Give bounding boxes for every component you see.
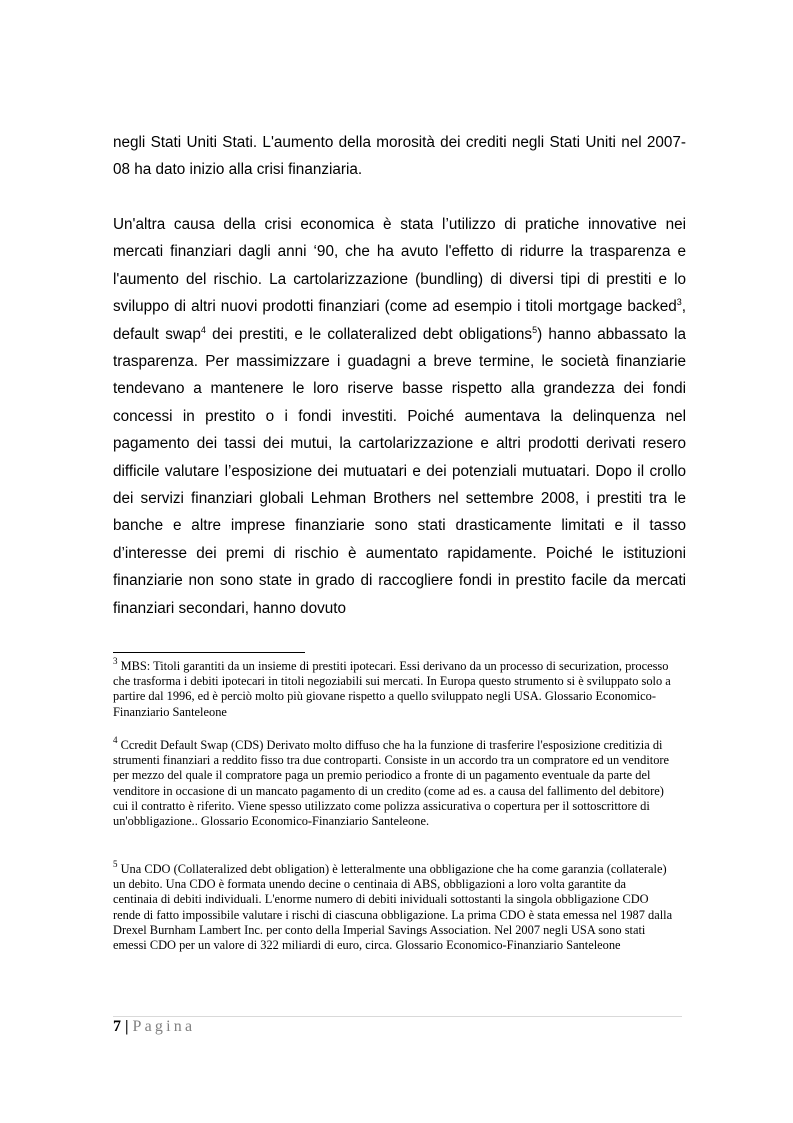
page-footer bbox=[113, 1018, 195, 1036]
footnote-5 bbox=[113, 859, 673, 953]
footnote-separator bbox=[113, 652, 305, 653]
footnote-ref-5[interactable]: 5 bbox=[532, 324, 538, 335]
footnote-3-number: 3 bbox=[113, 656, 118, 666]
footnote-ref-4[interactable]: 4 bbox=[200, 324, 206, 335]
body-paragraph-1: negli Stati Uniti Stati. L'aumento della morosità dei crediti negli Stati Uniti nel 2007-08 ha dato inizio alla crisi finanziaria. bbox=[113, 134, 686, 179]
paragraph-2-text-d: ) hanno abbassato la trasparenza. Per massimizzare i guadagni a breve termine, le società finanziarie tendevano a mantenere le loro riserve basse rispetto alla grandezza dei fondi concessi in prestito o i fondi investiti. Poiché aumentava la delinquenza nel pagamento dei tassi dei mutui, la cartolarizzazione e altri prodotti derivati resero difficile valutare l’esposizione dei mutuatari e dei potenziali mutuatari. Dopo il crollo dei servizi finanziari globali Lehman Brothers nel settembre 2008, i prestiti tra le banche e altre imprese finanziarie sono stati drasticamente limitati e il tasso d’interesse dei premi di rischio è aumentato rapidamente. Poiché le istituzioni finanziarie non sono state in grado di raccogliere fondi in prestito facile da mercati finanziari secondari, hanno dovuto bbox=[113, 325, 686, 617]
footer-separator: | bbox=[121, 1018, 133, 1035]
footnote-ref-3[interactable]: 3 bbox=[676, 297, 682, 308]
paragraph-2-text-a: Un'altra causa della crisi economica è stata l’utilizzo di pratiche innovative nei mercati finanziari dagli anni ‘90, che ha avuto l'effetto di ridurre la trasparenza e l'aumento del rischio. La cartolarizzazione (bundling) di diversi tipi di prestiti e lo sviluppo di altri nuovi prodotti finanziari (come ad esempio i titoli mortgage backed bbox=[113, 216, 686, 316]
page-number: 7 bbox=[113, 1018, 121, 1035]
body-paragraph-2 bbox=[113, 211, 686, 622]
footnote-5-number: 5 bbox=[113, 859, 118, 869]
footnote-5-text: Una CDO (Collateralized debt obligation) è letteralmente una obbligazione che ha come garanzia (collaterale) un debito. Una CDO è formata unendo decine o centinaia di ABS, obbligazioni a loro volta garantite da centinaia di debiti individuali. L'enorme numero di debiti inividuali sottostanti la singola obbligazione CDO rende di fatto impossibile valutare i rischi di ciascuna obbligazione. La prima CDO è stata emessa nel 1987 dalla Drexel Burnham Lambert Inc. per conto della Imperial Savings Association. Nel 2007 negli USA sono stati emessi CDO per un valore di 322 miliardi di euro, circa. Glossario Economico-Finanziario Santeleone bbox=[113, 862, 673, 953]
footnote-4-number: 4 bbox=[113, 735, 118, 745]
footer-divider bbox=[113, 1016, 682, 1017]
page-label: Pagina bbox=[132, 1018, 196, 1035]
paragraph-2-text-c: dei prestiti, e le collateralized debt obligations bbox=[205, 325, 533, 343]
paragraph-2-text-b: , default swap bbox=[113, 298, 686, 343]
footnote-4-text: Ccredit Default Swap (CDS) Derivato molto diffuso che ha la funzione di trasferire l'esposizione creditizia di strumenti finanziari a reddito fisso tra due controparti. Consiste in un accordo tra un compratore ed un venditore per mezzo del quale il compratore paga un premio periodico a fronte di un pagamento eventuale da parte del venditore in occasione di un mancato pagamento di un credito (come ad es. a causa del fallimento del debitore) cui il contratto è riferito. Viene spesso utilizzato come polizza assicurativa o copertura per il sottoscrittore di un'obbligazione.. Glossario Economico-Finanziario Santeleone. bbox=[113, 738, 670, 829]
footnote-4 bbox=[113, 735, 673, 829]
footnote-3-text: MBS: Titoli garantiti da un insieme di prestiti ipotecari. Essi derivano da un processo di securization, processo che trasforma i debiti ipotecari in titoli negoziabili sui mercati. In Europa questo strumento si è sviluppato solo a partire dal 1996, ed è perciò molto più giovane rispetto a quello sviluppato negli USA. Glossario Economico-Finanziario Santeleone bbox=[113, 659, 671, 719]
footnote-3 bbox=[113, 656, 673, 720]
